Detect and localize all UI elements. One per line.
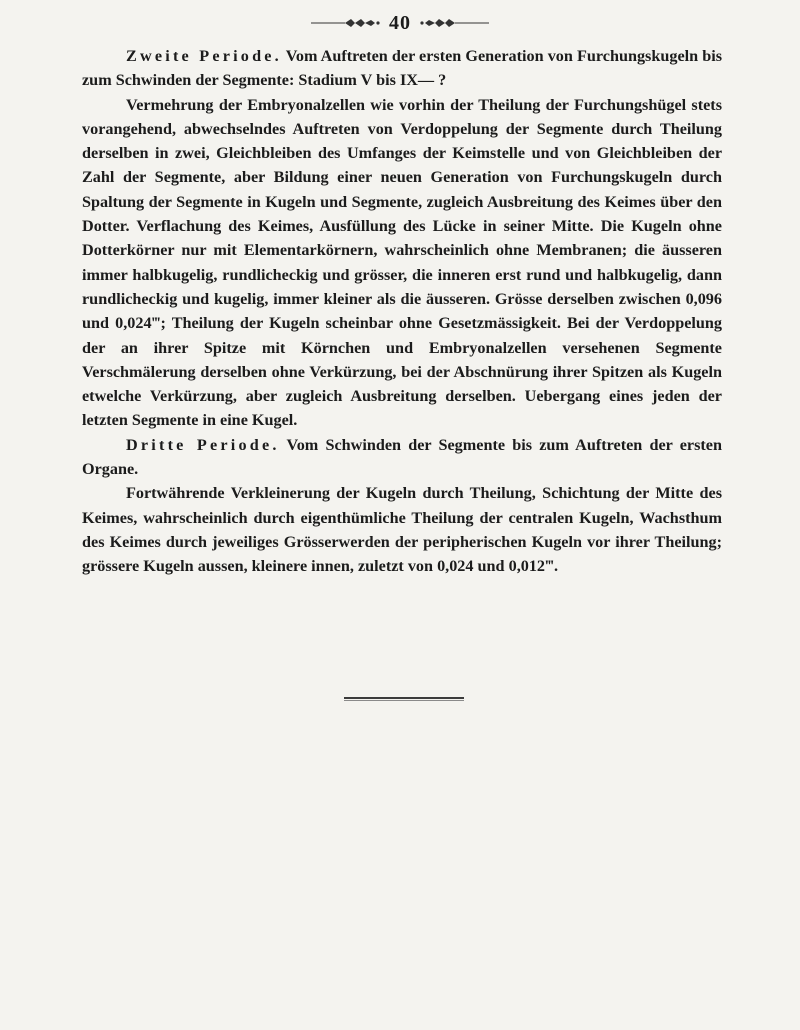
right-ornament-icon <box>419 17 489 29</box>
paragraph-text: Vom Auftreten der ersten Generation von Furchungskugeln bis zum Schwinden der Segmente: Stadium V bis IX— ? <box>82 47 723 90</box>
section-lead: Dritte Periode. <box>126 435 280 454</box>
section-lead: Zweite Periode. <box>126 47 282 65</box>
section-divider <box>344 697 464 699</box>
body-text <box>82 44 722 579</box>
page-header <box>0 8 800 38</box>
paragraph-text: Fortwährende Verkleinerung der Kugeln durch Theilung, Schichtung der Mitte des Keimes, wahrscheinlich durch eigenthümliche Theilung der centralen Kugeln, Wachsthum des Keimes durch jeweiliges Grösserwerden der peripherischen Kugeln vor ihrer Theilung; grössere Kugeln aussen, kleinere innen, zuletzt von 0,024 und 0,012‴. <box>82 484 722 576</box>
paragraph-zweite-periode <box>82 44 722 93</box>
section-divider-thin <box>344 700 464 701</box>
paragraph-text: Vermehrung der Embryonalzellen wie vorhin der Theilung der Furchungshügel stets vorangehend, abwechselndes Auftreten von Verdoppelung der Segmente durch Theilung derselben in zwei, Gleichbleiben des Umfanges der Keimstelle und von Gleichbleiben der Zahl der Segmente, aber Bildung einer neuen Generation von Furchungskugeln durch Spaltung der Segmente in Kugeln und Segmente, zugleich Ausbreitung des Keimes über den Dotter. Verflachung des Keimes, Ausfüllung des Lücke in seiner Mitte. Die Kugeln ohne Dotterkörner nur mit Elementarkörnern, wahrscheinlich ohne Membranen; die äusseren immer halbkugelig, rundlicheckig und grösser, die inneren erst rund und halbkugelig, dann rundlicheckig und kugelig, immer kleiner als die äusseren. Grösse derselben zwischen 0,096 und 0,024‴; Theilung der Kugeln scheinbar ohne Gesetzmässigkeit. Bei der Verdoppelung der an ihrer Spitze mit Körnchen und Embryonalzellen versehenen Segmente Verschmälerung derselben ohne Verkürzung, bei der Abschnürung ihrer Spitzen als Kugeln etwelche Verkürzung, aber zugleich Ausbreitung derselben. Uebergang eines jeden der letzten Segmente in eine Kugel. <box>82 95 722 430</box>
page-number: 40 <box>389 11 411 34</box>
paragraph-text: Vom Schwinden der Segmente bis zum Auftreten der ersten Organe. <box>82 435 722 479</box>
paragraph-vermehrung <box>82 93 722 433</box>
paragraph-dritte-periode <box>82 433 722 482</box>
left-ornament-icon <box>311 17 381 29</box>
paragraph-fortwaehrende <box>82 481 722 578</box>
